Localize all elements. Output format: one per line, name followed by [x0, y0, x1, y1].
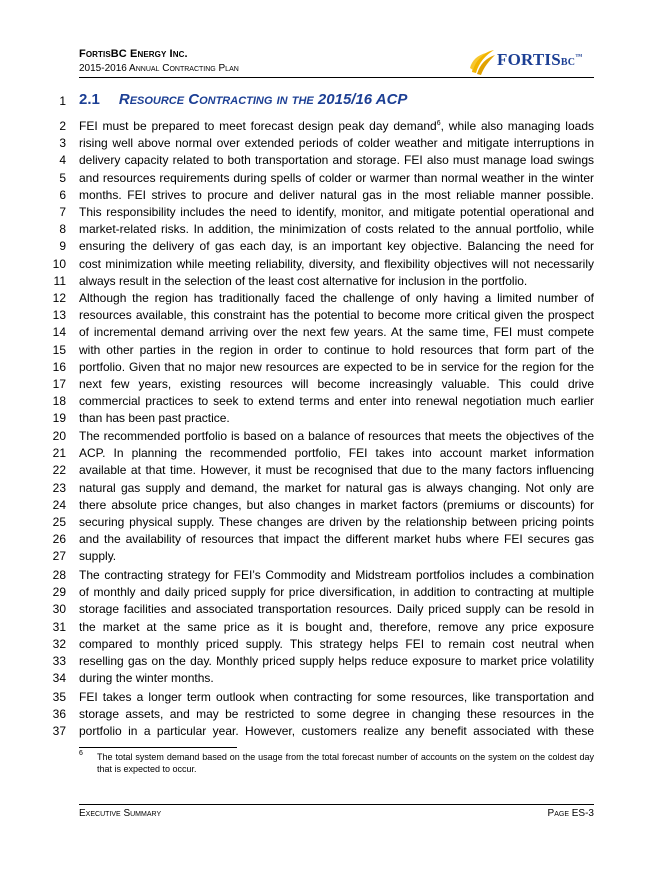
body-line: ACP. In planning the recommended portfolio, FEI takes into account market information: [79, 446, 594, 461]
line-number: 31: [52, 619, 66, 634]
line-number: 17: [52, 377, 66, 391]
body-line: storage facilities and associated transportation resources. Daily priced supply can be resold in: [79, 602, 594, 617]
line-number: 2: [59, 119, 66, 133]
line-number: 4: [59, 153, 66, 168]
body-line: market-related risks. In addition, the minimization of costs related to the annual portfolio, while: [79, 222, 594, 237]
body-line: reselling gas on the day. Monthly priced supply helps reduce exposure to market price volatility: [79, 654, 594, 668]
line-number: 15: [52, 342, 66, 357]
line-number: 27: [52, 549, 66, 564]
body-line: commercial practices to seek to extend terms and enter into renewal negotiation much earlier: [79, 394, 594, 409]
line-number: 13: [52, 308, 66, 323]
line-number: 29: [52, 585, 66, 600]
logo-fortis: FORTIS: [497, 50, 561, 69]
body-line: cost minimization while meeting reliability, diversity, and flexibility objectives will not necessarily: [79, 256, 594, 271]
line-number: 19: [52, 411, 66, 426]
line-number: 9: [59, 239, 66, 254]
body-line-text: FEI must be prepared to meet forecast design peak day demand: [79, 119, 437, 133]
line-number: 21: [52, 446, 66, 461]
body-line: The contracting strategy for FEI’s Commodity and Midstream portfolios includes a combination: [79, 568, 594, 582]
line-number: 28: [52, 568, 66, 582]
footnote-text: The total system demand based on the usage from the total forecast number of accounts on the system on the coldest day that is expected to occur.: [97, 752, 594, 774]
section-heading: [79, 91, 407, 108]
line-number: 14: [52, 325, 66, 340]
line-number: 6: [59, 187, 66, 202]
body-line: there absolute price changes, but also changes in market factors (premiums or discounts) for: [79, 497, 594, 512]
body-line: portfolio. Given that no major new resources are expected to be in service for the region for the: [79, 359, 594, 374]
line-number: 18: [52, 394, 66, 409]
body-line: and the availability of resources that impact the different market hubs where FEI secures gas: [79, 532, 594, 547]
logo-bc: BC: [560, 57, 576, 68]
line-number: 22: [52, 463, 66, 478]
footnote-marker: 6: [79, 750, 83, 757]
body-line: compared to monthly priced supply. This strategy helps FEI to remain cost neutral when: [79, 636, 594, 651]
body-line: and resources requirements during spells of colder or warmer than normal weather in the winter: [79, 170, 594, 185]
line-number: 25: [52, 515, 66, 529]
body-line: This responsibility includes the need to identify, monitor, and mitigate potential operational and: [79, 205, 594, 219]
footnote-reference: 6: [436, 120, 441, 127]
line-number: 8: [59, 222, 66, 237]
line-number: 1: [59, 94, 66, 108]
body-line: the market at the same price as it is bought and, therefore, remove any price exposure: [79, 619, 594, 634]
page-number: Page ES-3: [547, 808, 594, 819]
body-line: [79, 119, 594, 133]
line-number: 37: [52, 724, 66, 739]
body-line: months. FEI strives to procure and deliver natural gas in the most reliable manner possible.: [79, 187, 594, 202]
body-line: than has been past practice.: [79, 411, 230, 426]
body-line: of incremental demand arriving over the next few years. At the same time, FEI must compete: [79, 325, 594, 340]
line-number: 20: [52, 429, 66, 443]
line-number: 16: [52, 359, 66, 374]
line-number: 35: [52, 690, 66, 704]
line-number: 10: [52, 256, 66, 271]
flame-icon: [468, 46, 496, 76]
body-line: during the winter months.: [79, 671, 214, 686]
line-number: 33: [52, 654, 66, 668]
body-line: FEI takes a longer term outlook when contracting for some resources, like transportation and: [79, 690, 594, 704]
footnote: [79, 751, 594, 775]
body-line: securing physical supply. These changes are driven by the relationship between pricing points: [79, 515, 594, 529]
body-line: always result in the selection of the least cost alternative for inclusion in the portfolio.: [79, 273, 528, 288]
body-line: supply.: [79, 549, 117, 564]
line-number: 3: [59, 136, 66, 151]
plan-title: 2015-2016 Annual Contracting Plan: [79, 63, 239, 74]
body-line-text: , while also managing loads: [440, 119, 594, 133]
body-line: available at that time. However, it must be recognised that due to the many factors influencing: [79, 463, 594, 478]
body-line: delivery capacity related to both transportation and storage. FEI also must manage load swings: [79, 153, 594, 168]
section-title: Resource Contracting in the 2015/16 ACP: [118, 91, 408, 108]
footnote-divider: [79, 747, 237, 748]
footer-section: Executive Summary: [79, 808, 162, 819]
body-line: storage assets, and may be restricted to some degree in changing these resources in the: [79, 707, 594, 722]
body-line: rising well above normal over extended periods of colder weather and mitigate interruptions in: [79, 136, 594, 151]
body-line: Although the region has traditionally faced the challenge of only having a limited number of: [79, 291, 594, 305]
body-line: resources available, this constraint has the potential to become more critical given the prospect: [79, 308, 594, 323]
body-line: with other parties in the region in order to continue to hold resources that form part of the: [79, 342, 594, 357]
line-number: 23: [52, 480, 66, 495]
line-number: 26: [52, 532, 66, 547]
body-line: natural gas supply and demand, the market for natural gas is always changing. Not only are: [79, 480, 594, 495]
fortisbc-logo: [468, 44, 596, 78]
logo-tm: ™: [575, 52, 583, 61]
line-number: 7: [59, 205, 66, 219]
line-number: 34: [52, 671, 66, 686]
body-line: portfolio in a particular year. However, customers realize any benefit associated with these: [79, 724, 594, 739]
line-number: 24: [52, 497, 66, 512]
company-name: FortisBC Energy Inc.: [79, 48, 188, 60]
line-number: 32: [52, 636, 66, 651]
body-line: of monthly and daily priced supply for price diversification, in addition to contracting at multiple: [79, 585, 594, 600]
line-number: 11: [53, 273, 66, 288]
line-number: 36: [52, 707, 66, 722]
body-line: The recommended portfolio is based on a balance of resources that meets the objectives of the: [79, 429, 594, 443]
body-line: ensuring the delivery of gas each day, is an important key objective. Balancing the need for: [79, 239, 594, 254]
section-number: 2.1: [79, 91, 100, 108]
line-number: 12: [52, 291, 66, 305]
footer-divider: [79, 804, 594, 805]
line-number: 5: [59, 170, 66, 185]
body-line: next few years, existing resources will become increasingly valuable. This could drive: [79, 377, 594, 391]
logo-wordmark: [497, 50, 582, 70]
line-number: 30: [52, 602, 66, 617]
